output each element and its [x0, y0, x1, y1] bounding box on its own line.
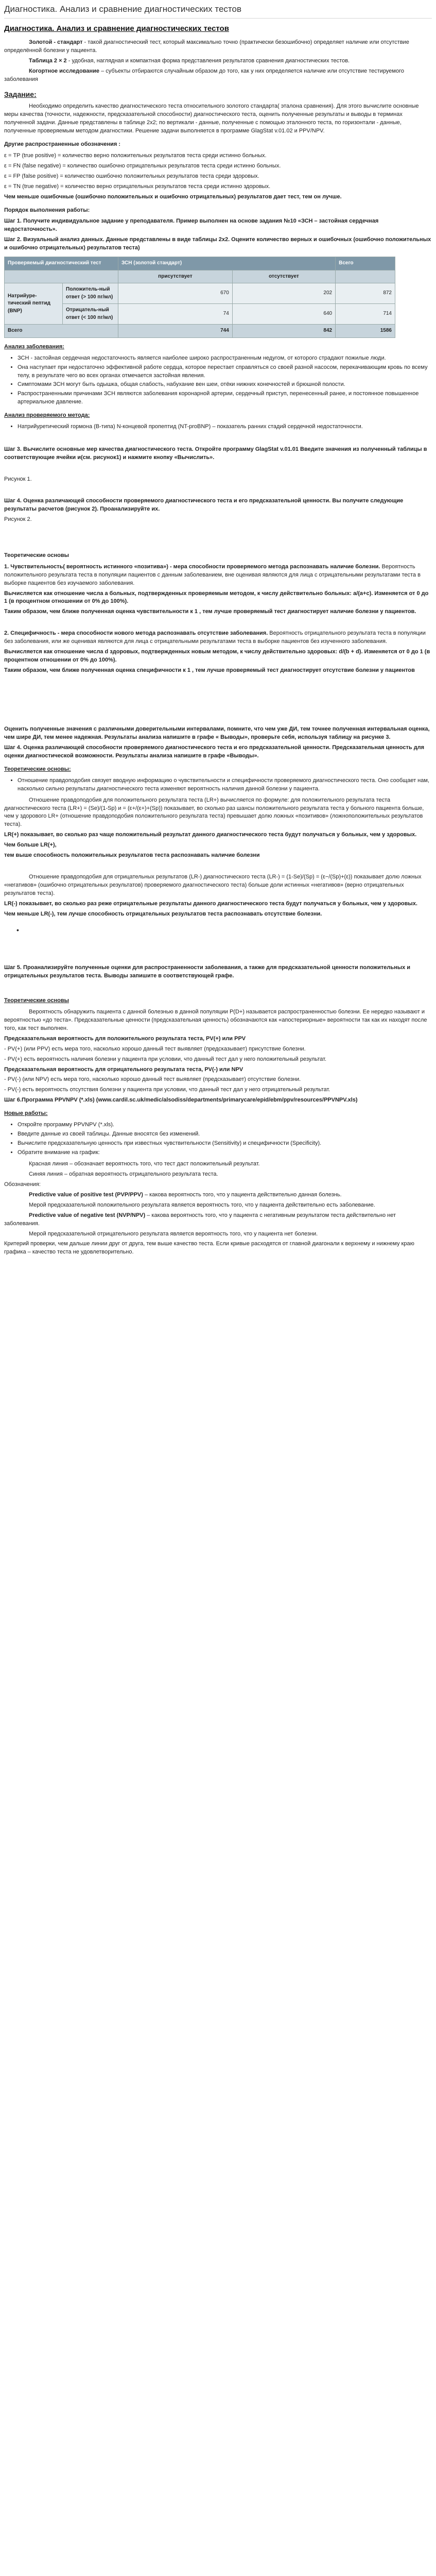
table-col-present: присутствует [118, 270, 233, 283]
table-cell: 1586 [336, 325, 395, 338]
table-cell: 842 [232, 325, 335, 338]
theory-heading: Теоретические основы [4, 552, 69, 558]
table-cell: 202 [232, 283, 335, 304]
outcome-fp: ε = FP (false positive) = количество ошибочно положительных результатов теста среди здоровых. [4, 173, 259, 179]
list-item: • Она наступает при недостаточно эффективной работе сердца, которое перестает справляться со своей разной насосом, перекачивающим кровь по всему телу, в результате чего во всех органах отмечается застойная явления. [18, 364, 432, 380]
ppv-definition [4, 1191, 432, 1199]
table-corner: Проверяемый диагностический тест [5, 257, 118, 270]
table-gold-header: ЗСН (золотой стандарт) [118, 257, 336, 270]
outcomes-heading: Другие распространенные обозначения : [4, 141, 120, 147]
list-item: • Введите данные из своей таблицы. Данные вносятся без изменений. [18, 1130, 432, 1139]
table-cell: 744 [118, 325, 233, 338]
document-body [4, 18, 432, 1257]
table-total-header: Всего [336, 257, 395, 270]
table-col-absent: отсутствует [232, 270, 335, 283]
method-heading: Анализ проверяемого метода: [4, 412, 90, 419]
lr-plus-more-2: тем выше способность положительных результатов теста распознавать наличие болезни [4, 852, 260, 859]
npv-definition-text: – какова вероятность того, что у пациента с негативным результатом теста действительно нет заболевания. [4, 1212, 396, 1227]
table-cell-empty [336, 270, 395, 283]
outcome-fn: ε = FN (false negative) = количество ошибочно отрицательных результатов теста среди истинно больных. [4, 162, 281, 169]
bullet-icon: • [16, 925, 19, 934]
list-item: • Распространенными причинами ЗСН являются заболевания коронарной артерии, сердечный приступ, перенесенный ранее, и постоянное повышенное артериальное давление. [18, 390, 432, 406]
npv-definition [4, 1212, 432, 1228]
specificity-text: Вероятность отрицательного результата теста в популяции без заболевания, или же оценивая являются для лица с отрицательными результатами теста в выборке пациентов без изученного заболевания. [4, 630, 426, 645]
definition-term: Таблица 2 × 2 [29, 58, 67, 64]
new-values-list [4, 1121, 432, 1157]
frequency-table [4, 257, 395, 338]
disease-heading: Анализ заболевания: [4, 343, 64, 350]
errors-note: Чем меньше ошибочные (ошибочно положительных и ошибочно отрицательных) результатов дает тест, тем он лучше. [4, 193, 342, 200]
ppv-definition-term: Predictive value of positive test (PVP/PPV) [29, 1191, 143, 1198]
predictive-list [4, 777, 432, 793]
sensitivity-conclusion: Таким образом, чем ближе полученная оценка чувствительности к 1 , тем лучше проверяемый тест диагностирует наличие болезни у пациентов. [4, 608, 416, 615]
figure-1-caption: Рисунок 1. [4, 476, 32, 482]
sensitivity-paragraph [4, 563, 432, 588]
ppv-definition-text: – какова вероятность того, что у пациента действительно данная болезнь. [143, 1191, 342, 1198]
disease-list [4, 354, 432, 407]
specificity-conclusion: Таким образом, чем ближе полученная оценка специфичности к 1 , тем лучше проверяемый тест диагностирует отсутствие болезни у пациентов [4, 667, 415, 674]
theory2-heading: Теоретические основы [4, 997, 69, 1004]
document-title: Диагностика. Анализ и сравнение диагностических тестов [4, 24, 229, 33]
table-cell: 872 [336, 283, 395, 304]
outcome-tp: ε = TP (true positive) = количество верно положительных результатов теста среди истинно больных. [4, 152, 267, 159]
new-values-heading: Новые работы: [4, 1110, 48, 1117]
specificity-title: 2. Специфичность - мера способности нового метода распознавать отсутствие заболевания. [4, 630, 268, 637]
npv-definition-extra: Мерой предсказательной отрицательного результата является вероятность того, что у пациента нет болезни. [29, 1230, 318, 1237]
lr-minus-more: Чем меньше LR(-), тем лучше способность отрицательных результатов теста распознавать отсутствие болезни. [4, 910, 322, 917]
step-6: Шаг 6.Программа PPVNPV (*.xls) (www.cardil.sc.uk/medic/alsodiss/departments/primarycare/epid/ebm/ppv/resources/PPVNPV.xls) [4, 1097, 358, 1104]
criteria-text: Критерий проверки, чем дальше линии друг от друга, тем выше качество теста. Если кривые расходятся от главной диагонали к верхнему и нижнему краю графика – качество теста не удовлетворительно. [4, 1241, 414, 1256]
list-item: • Натрийуретический гормона (В-типа) N-концевой пропептид (NT-proBNP) – показатель ранних стадий сердечной недостаточности. [18, 423, 432, 431]
step-5: Шаг 5. Проанализируйте полученные оценки для распространенности заболевания, а также для предсказательной ценности положительных и отрицательных результатов теста. Выводы запишите в соответствующей графе. [4, 964, 411, 979]
graph-note-red: Красная линия – обозначает вероятность того, что тест даст положительный результат. [29, 1160, 260, 1167]
ppv-definition-extra: Мерой предсказательной положительного результата является вероятность того, что у пациента действительно есть заболевание. [29, 1201, 375, 1208]
graph-note-blue: Синяя линия – обратная вероятность отрицательного результата теста. [29, 1171, 218, 1177]
lr-plus-intro: Отношение правдоподобия для положительного результата теста (LR+) вычисляется по формуле: для положительного результата теста диагностического теста (LR+) = (Se)/(1-Sp) и = (ε+/(ε+)+(Sp)) показывает, во сколько раз шансы положительного результата теста у больного пациента больше, чем у здорового LR+ (отношение правдоподобия положительного результата теста) превышает долю ложных «позитивов» (ложноположительных результатов теста). [4, 796, 424, 828]
table-cell: 670 [118, 283, 233, 304]
list-item: • Симптомами ЗСН могут быть одышка, общая слабость, набухание вен шеи, отёки нижних конечностей и брюшной полости. [18, 381, 432, 389]
step-4: Шаг 4. Оценка различающей способности проверяемого диагностического теста и его предсказательной ценности. Вы получите следующие результаты расчетов (рисунок 2). Проанализируйте их. [4, 497, 404, 512]
sensitivity-title: 1. Чувствительность( вероятность истинного «позитива») - мера способности проверяемого метода распознавать наличие болезни. [4, 563, 380, 570]
outcome-tn: ε = TN (true negative) = количество верно отрицательных результатов теста среди истинно здоровых. [4, 183, 271, 190]
table-cell: 74 [118, 304, 233, 325]
lr-plus-more: Чем больше LR(+), [4, 842, 57, 849]
predictive-heading: Теоретические основы: [4, 766, 71, 772]
step-2: Шаг 2. Визуальный анализ данных. Данные представлены в виде таблицы 2х2. Оцените количество верных и ошибочных (ошибочно положительных и ошибочно отрицательных) результатов теста) [4, 236, 431, 251]
list-item: • Вычислите предсказательную ценность при известных чувствительности (Sensitivity) и специфичности (Specificity). [18, 1140, 432, 1148]
definition-cohort-study [4, 67, 432, 84]
npv-definition-term: Predictive value of negative test (NVP/NPV) [29, 1212, 146, 1218]
table-row-group: Натрийуре-тический пептид (BNP) [5, 283, 63, 325]
step-3: Шаг 3. Вычислите основные мер качества диагностического теста. Откройте программу GlagStat v.01.01 Введите значения из полученный таблицы в соответствующие ячейки и(см. рисунок1) и нажмите кнопку «Вычислить». [4, 446, 427, 461]
list-item: • Обратите внимание на график: [18, 1149, 432, 1157]
list-item: • Откройте программу PPVNPV (*.xls). [18, 1121, 432, 1129]
definition-term: Золотой - стандарт [29, 39, 83, 46]
step-1: Шаг 1. Получите индивидуальное задание у преподавателя. Пример выполнен на основе задания №10 «ЗСН – застойная сердечная недостаточность». [4, 218, 379, 233]
ppv-text: - PV(+) (или PPV) есть мера того, насколько хорошо данный тест выявляет (предсказывает) присутствие болезни. [4, 1045, 306, 1052]
ppv-heading: Предсказательная вероятность для положительного результата теста, PV(+) или PPV [4, 1035, 246, 1042]
npv-heading: Предсказательная вероятность для отрицательного результата теста, PV(-) или NPV [4, 1066, 243, 1073]
definition-table-2x2 [4, 57, 432, 65]
table-row-negative: Отрицатель-ный ответ (< 100 пг/мл) [63, 304, 118, 325]
ppv-text-2: - PV(+) есть вероятность наличия болезни у пациента при условии, что данный тест дал у него положительный результат. [4, 1056, 327, 1062]
npv-text: - PV(-) (или NPV) есть мера того, насколько хорошо данный тест выявляет (предсказывает) отсутствие болезни. [4, 1076, 301, 1083]
specificity-paragraph [4, 630, 432, 646]
list-item: • Отношение правдоподобия связует вводную информацию о чувствительности и специфичности проверяемого диагностического теста. Оно сообщает нам, насколько сильно результаты диагностического теста изменяют вероятность наличия данной болезни у пациента. [18, 777, 432, 793]
prevalence-text: Вероятность обнаружить пациента с данной болезнью в данной популяции Р(D+) называется распространенностью болезни. Ее нередко называют и вероятностью «до теста». Предсказательные ценности (предсказательная ценность) обозначаются как «апостериорные» вероятности так как их находят после того, как тест выполнен. [4, 1008, 427, 1031]
definition-text: - удобная, наглядная и компактная форма представления результатов сравнения диагностических тестов. [66, 58, 350, 64]
lr-minus-intro: Отношение правдоподобия для отрицательных результатов (LR-) диагностического теста (LR-) = (1-Se)/(Sp) = (ε−/(Sp)+(ε)) показывает долю ложных «негативов» (ошибочно отрицательных результатов) проверяемого диагностического теста) больше доли истинных «негативов» (верно отрицательных результатов теста). [4, 874, 422, 896]
npv-text-2: - PV(-) есть вероятность отсутствия болезни у пациента при условии, что данный тест дал у него отрицательный результат. [4, 1087, 330, 1093]
lr-plus-bold: LR(+) показывает, во сколько раз чаще положительный результат данного диагностического теста будут получаться у больных, чем у здоровых. [4, 832, 417, 838]
order-heading: Порядок выполнения работы: [4, 207, 90, 213]
definition-text: – субъекты отбираются случайным образом до того, как у них определяется наличие или отсутствие тестируемого заболевания [4, 67, 404, 82]
page-title: Диагностика. Анализ и сравнение диагностических тестов [4, 4, 241, 14]
lr-minus-bold: LR(-) показывает, во сколько раз реже отрицательные результаты данного диагностического теста будут получаться у больных, чем у здоровых. [4, 900, 417, 907]
sensitivity-formula: Вычисляется как отношение числа а больных, подтвержденных проверяемым методом, к числу действительно больных: а/(а+с). Изменяется от 0 до 1 (в процентном отношении от 0% до 100%). [4, 590, 429, 605]
step-4b: Шаг 4. Оценка различающей способности проверяемого диагностического теста и его предсказательной ценности. Предсказательная ценность для оценки диагностической возможности. Результаты анализа напишите в графе «Выводы». [4, 744, 425, 759]
specificity-formula: Вычисляется как отношение числа d здоровых, подтвержденных новым методом, к числу действительно здоровых: d/(b + d). Изменяется от 0 до 1 (в процентном отношении от 0% до 100%). [4, 649, 430, 664]
table-row-positive: Положитель-ный ответ (> 100 пг/мл) [63, 283, 118, 304]
list-item: • ЗСН - застойная сердечная недостаточность является наиболее широко распространенным недугом, от которого страдают пожилые люди. [18, 354, 432, 363]
table-cell-empty [5, 270, 118, 283]
method-list [4, 423, 432, 431]
table-cell: 640 [232, 304, 335, 325]
task-heading: Задание: [4, 90, 37, 98]
interval-paragraph: Оценить полученные значения с различными доверительными интервалами, помните, что чем уже ДИ, тем точнее полученная интервальная оценка, чем шире ДИ, тем менее надежная. Результаты анализа напишите в графе « Выводы», проверьте себя, используя таблицу на рисунке 3. [4, 726, 430, 740]
table-cell: 714 [336, 304, 395, 325]
designations-heading: Обозначения: [4, 1181, 41, 1188]
sensitivity-text: Вероятность положительного результата теста в популяции пациентов с данным заболеванием, вне оценивая являются для лица с отрицательными результатами теста в выборке пациентов без изучаемого заболевания. [4, 563, 421, 586]
figure-2-caption: Рисунок 2. [4, 516, 32, 522]
definition-text: - такой диагностический тест, который максимально точно (практически безошибочно) определяет наличие или отсутствие определённой болезни у пациента. [4, 39, 409, 54]
definition-gold-standard [4, 39, 432, 55]
definition-term: Когортное исследование [29, 67, 100, 74]
intro-paragraph: Необходимо определить качество диагностического теста относительного золотого стандарта( эталона сравнения). Для этого вычислите основные меры качества (точности, надежности, предсказательной способности) диагностического теста, оценить полученные результаты и выводы в терминах полученной задачи. Данные представлены в таблице 2х2; по вертикали - данные, полученные с помощью эталонного теста, по горизонтали - данные, полученные проверяемым методом диагностики. Решение задачи выполняется в программе GlagStat v.01.02 и PPV/NPV. [4, 103, 419, 134]
table-total-row-label: Всего [5, 325, 118, 338]
